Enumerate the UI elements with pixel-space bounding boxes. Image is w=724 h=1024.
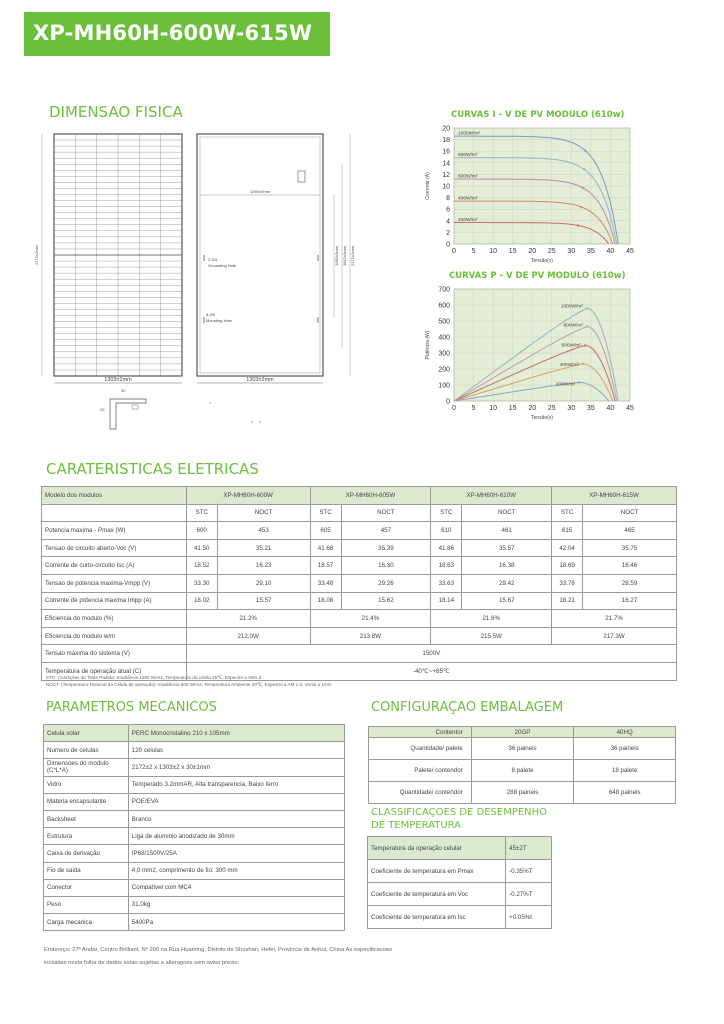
x-tick-label: 30 xyxy=(567,405,576,412)
table-row xyxy=(369,738,676,760)
row-label: Coeficiente de temperatura em Voc xyxy=(368,883,506,906)
noct-label: NOCT xyxy=(341,504,431,522)
y-tick-label: 400 xyxy=(438,334,450,342)
electrical-title: CARATERISTICAS ELETRICAS xyxy=(46,460,259,478)
series-label: 1000W/m² xyxy=(458,131,481,137)
footer-line-2: incluidas nesta folha de dados estao sujeitas a alteragoes sem aviso previo. xyxy=(44,960,240,966)
inner-width-dim: 1260±2mm xyxy=(250,189,270,194)
title-banner xyxy=(24,12,330,56)
cell-value: Liga de aluminio anodizado de 30mm xyxy=(128,828,344,845)
stc-label: STC xyxy=(186,504,217,522)
cell-value: -40℃~+85℃ xyxy=(186,662,676,680)
thermal-title xyxy=(371,806,547,832)
electrical-table xyxy=(41,486,677,681)
model-615w: XP-MH60H-615W xyxy=(552,487,677,505)
model-header-label: Modelo dos modulos xyxy=(42,487,187,505)
cell-value: 21.2% xyxy=(186,610,310,628)
table-row xyxy=(44,759,345,776)
cell-value: 605 xyxy=(310,522,341,540)
cell-value: 120 celulas xyxy=(128,742,344,759)
cell-value: 5400Pa xyxy=(128,914,344,931)
cell-value: 1500V xyxy=(186,645,676,663)
y-axis-label: Potência (W) xyxy=(425,330,431,360)
cell-value: 461 xyxy=(462,522,552,540)
cell-value: 16.30 xyxy=(341,557,431,575)
series-label: 400W/m² xyxy=(559,362,580,368)
row-label: Caixa de derivação xyxy=(44,845,129,862)
table-row xyxy=(368,883,552,906)
cell-value: 648 paineis xyxy=(574,782,676,804)
cell-value: 21.4% xyxy=(310,610,431,628)
electrical-notes xyxy=(46,675,331,688)
x-tick-label: 10 xyxy=(489,405,498,412)
hole-size-2: 8-Φ9 xyxy=(206,312,215,317)
table-row xyxy=(44,725,345,742)
side-height-dim: 2172±2mm xyxy=(34,245,39,265)
note-stc: STC: Condições de Teste Padrão: Irradiância 1000 W/m2, Temperatura da célula 25℃, Espectro a AM1.5 xyxy=(46,675,262,680)
y-axis-label: Corrente (A) xyxy=(425,172,431,200)
x-tick-label: 0 xyxy=(452,405,456,412)
table-row xyxy=(44,742,345,759)
cell-value: PERC Monocristalino 210 x 105mm xyxy=(128,725,344,742)
cell-value: 600 xyxy=(186,522,217,540)
cell-value: POE/EVA xyxy=(128,793,344,810)
cell-value: 36 paineis xyxy=(574,738,676,760)
pv-chart-title: CURVAS P - V DE PV MODULO (610w) xyxy=(449,271,626,281)
row-label: Tensao de circuito aberto-Voc (V) xyxy=(42,539,187,557)
row-label: Carga mecanica xyxy=(44,914,129,931)
model-610w: XP-MH60H-610W xyxy=(431,487,552,505)
x-tick-label: 15 xyxy=(508,405,517,412)
row-label: Estrutura xyxy=(44,828,129,845)
mpp-point xyxy=(583,168,585,170)
packaging-table xyxy=(368,726,676,804)
cell-value: 213.8W xyxy=(310,627,431,645)
row-label: Temperatura de operação atual (C) xyxy=(42,662,187,680)
y-tick-label: 10 xyxy=(442,183,450,191)
cell-value: Temperado 3.2mmAR, Alta transparencia, Baixo ferro xyxy=(128,776,344,793)
table-row xyxy=(42,522,677,540)
cell-value: 33.30 xyxy=(186,574,217,592)
cell-value: 28.59 xyxy=(583,574,677,592)
row-label: Quantidade/ palete xyxy=(369,738,472,760)
right-dim-2: 1812±2mm xyxy=(342,246,347,266)
cell-value: 41.86 xyxy=(431,539,462,557)
footer xyxy=(44,944,464,970)
row-label: Temperatura da operação celular xyxy=(368,837,506,860)
cell-value: -0.35%T xyxy=(506,860,552,883)
mpp-point xyxy=(584,344,586,346)
cell-value: 217.3W xyxy=(552,627,677,645)
cell-value: -0.27%T xyxy=(506,883,552,906)
front-panel-drawing xyxy=(54,134,182,376)
cell-value: 36 paineis xyxy=(471,738,574,760)
x-tick-label: 15 xyxy=(508,248,517,255)
cell-value: 16.38 xyxy=(462,557,552,575)
y-tick-label: 6 xyxy=(446,206,450,214)
table-row xyxy=(368,906,552,929)
right-dim-1: 1092±2mm xyxy=(334,246,339,266)
row-label: Potencia maxima - Pmax (W) xyxy=(42,522,187,540)
row-label: Materia encapsulante xyxy=(44,793,129,810)
cell-value: 18.57 xyxy=(310,557,341,575)
cell-value: Branco xyxy=(128,810,344,827)
row-label: Eficiencia do modulo w/m xyxy=(42,627,187,645)
row-label: Palete/ contendor xyxy=(369,760,472,782)
mpp-point xyxy=(586,325,588,327)
grounding-hole-label: Grounding Hole xyxy=(208,263,237,268)
table-row xyxy=(44,793,345,810)
plot-area xyxy=(454,289,630,401)
table-row xyxy=(42,592,677,610)
footer-line-1: Endereço: 27ª Andar, Centro Brilliant, Nº 200 na Rua Huaming, Distrito de Shushan, Hefei, Provincia de Anhui, China As especificacoes xyxy=(44,947,393,953)
cell-value: 42.04 xyxy=(552,539,583,557)
mpp-point xyxy=(577,224,579,226)
physical-drawing xyxy=(28,124,368,434)
table-row xyxy=(368,837,552,860)
cell-value: +0.05%t xyxy=(506,906,552,929)
x-tick-label: 40 xyxy=(606,248,615,255)
noct-label: NOCT xyxy=(583,504,677,522)
mechanical-title: PARAMETROS MECANICOS xyxy=(46,700,217,715)
cell-value: 15.62 xyxy=(341,592,431,610)
x-tick-label: 35 xyxy=(586,405,595,412)
x-tick-label: 10 xyxy=(489,248,498,255)
row-label: Fio de saida xyxy=(44,862,129,879)
mpp-point xyxy=(578,381,580,383)
cell-value: 215.5W xyxy=(431,627,552,645)
cell-value: 4,0 mm2, comprimento de fio: 300 mm xyxy=(128,862,344,879)
row-label: Tensao maxima do sistema (V) xyxy=(42,645,187,663)
y-tick-label: 200 xyxy=(438,366,450,374)
y-tick-label: 0 xyxy=(446,398,450,406)
x-tick-label: 5 xyxy=(471,248,476,255)
cell-value: 15.57 xyxy=(217,592,310,610)
iv-chart xyxy=(418,122,638,268)
cell-value: 35.75 xyxy=(583,539,677,557)
x-axis-label: Tensão(v) xyxy=(531,415,553,421)
cell-value: 35.57 xyxy=(462,539,552,557)
table-row xyxy=(42,574,677,592)
series-label: 600W/m² xyxy=(458,174,478,180)
cell-value: 453 xyxy=(217,522,310,540)
x-tick-label: 0 xyxy=(452,248,456,255)
page-title: XP-MH60H-600W-615W xyxy=(33,21,313,45)
cell-value: 35.21 xyxy=(217,539,310,557)
hole-size-1: 2-Φ4 xyxy=(208,257,217,262)
row-label: Corrente de potencia maxima Impp (A) xyxy=(42,592,187,610)
x-tick-label: 25 xyxy=(547,405,556,412)
cell-value: 33.63 xyxy=(431,574,462,592)
cell-value: 288 paineis xyxy=(471,782,574,804)
x-tick-label: 45 xyxy=(626,248,634,255)
table-row xyxy=(44,879,345,896)
table-row xyxy=(369,782,676,804)
right-dim-3: 2172±2mm xyxy=(350,246,355,266)
x-tick-label: 25 xyxy=(547,248,556,255)
cell-value: 18.02 xyxy=(186,592,217,610)
y-tick-label: 500 xyxy=(438,318,450,326)
row-label: Eficiencia do modulo (%) xyxy=(42,610,187,628)
packaging-title: CONFIGURAÇAO EMBALAGEM xyxy=(371,700,564,715)
stc-label: STC xyxy=(431,504,462,522)
cell-value: 33.78 xyxy=(552,574,583,592)
row-label: Vidro xyxy=(44,776,129,793)
cell-value: 45±2T xyxy=(506,837,552,860)
series-label: 200W/m² xyxy=(458,218,478,224)
thermal-title-line-2: DE TEMPERATURA xyxy=(371,820,462,831)
table-row xyxy=(369,760,676,782)
cell-value: 18.08 xyxy=(310,592,341,610)
y-tick-label: 100 xyxy=(438,382,450,390)
cell-value: 29.26 xyxy=(341,574,431,592)
cell-value: 31.0kg xyxy=(128,896,344,913)
back-width-dim: 1303±2mm xyxy=(246,377,274,383)
x-tick-label: 30 xyxy=(567,248,576,255)
x-axis-label: Tensão(v) xyxy=(531,258,553,264)
y-tick-label: 2 xyxy=(446,229,450,237)
cell-value: 2172±2 x 1303±2 x 30±1mm xyxy=(128,759,344,776)
series-label: 400W/m² xyxy=(458,196,478,202)
model-605w: XP-MH60H-605W xyxy=(310,487,431,505)
cell-value: 18.52 xyxy=(186,557,217,575)
y-tick-label: 16 xyxy=(442,148,450,156)
y-tick-label: 12 xyxy=(442,171,450,179)
y-tick-label: 20 xyxy=(442,125,450,133)
table-row xyxy=(42,627,677,645)
row-label: Tensao de potencia maxima-Vmpp (V) xyxy=(42,574,187,592)
cell-value: 18.21 xyxy=(552,592,583,610)
table-row xyxy=(44,828,345,845)
cell-value: 41.68 xyxy=(310,539,341,557)
row-label: Quantidade/ contendor xyxy=(369,782,472,804)
iv-chart-title: CURVAS I - V DE PV MODULO (610w) xyxy=(451,110,625,120)
table-row xyxy=(44,810,345,827)
mounting-hole-label: Mounting Hole xyxy=(206,318,232,323)
frame-profile-drawing xyxy=(100,388,261,429)
table-header-row xyxy=(369,727,676,738)
cell-value: 18 palete xyxy=(574,760,676,782)
y-tick-label: 300 xyxy=(438,350,450,358)
y-tick-label: 0 xyxy=(446,241,450,249)
stc-label: STC xyxy=(310,504,341,522)
header-cell: 20GP xyxy=(471,727,574,738)
cell-value: 16.23 xyxy=(217,557,310,575)
model-600w: XP-MH60H-600W xyxy=(186,487,310,505)
series-label: 600W/m² xyxy=(561,343,582,349)
mpp-point xyxy=(584,150,586,152)
table-row xyxy=(42,610,677,628)
y-tick-label: 600 xyxy=(438,302,450,310)
row-label: Backsheet xyxy=(44,810,129,827)
row-label: Dimensoes do modulo (C*L*A) xyxy=(44,759,129,776)
series-label: 200W/m² xyxy=(555,382,576,388)
y-tick-label: 700 xyxy=(438,286,450,294)
cell-value: 29.10 xyxy=(217,574,310,592)
cell-value: Compatível com MC4 xyxy=(128,879,344,896)
cell-value: 29.42 xyxy=(462,574,552,592)
row-label: Conector xyxy=(44,879,129,896)
note-noct: NOCT: (Temperatura Nominal da Célula de operação): Irradiância 800 W/m2, Temperatura Ambiente 20℃, Espectro a AM 1.5, Vento a 1m/s xyxy=(46,681,332,687)
thermal-title-line-1: CLASSIFICAÇOES DE DESEMPENHO xyxy=(371,807,548,818)
table-row xyxy=(44,914,345,931)
y-tick-label: 14 xyxy=(442,160,450,168)
row-label: Peso xyxy=(44,896,129,913)
section-dim-b: 35 xyxy=(100,407,105,412)
pv-chart xyxy=(418,283,638,428)
x-tick-label: 40 xyxy=(606,405,615,412)
cell-value: 41.50 xyxy=(186,539,217,557)
physical-title: DIMENSAO FISICA xyxy=(49,103,183,121)
y-tick-label: 8 xyxy=(446,195,450,203)
cell-value: 615 xyxy=(552,522,583,540)
series-label: 800W/m² xyxy=(458,153,478,159)
cell-value: 457 xyxy=(341,522,431,540)
header-cell: 40HQ xyxy=(574,727,676,738)
cell-value: 212.0W xyxy=(186,627,310,645)
mpp-point xyxy=(582,187,584,189)
cell-value: 18.63 xyxy=(431,557,462,575)
row-label: Celula solar xyxy=(44,725,129,742)
cell-value: 465 xyxy=(583,522,677,540)
cell-value: 33.48 xyxy=(310,574,341,592)
section-dim-a: 30 xyxy=(121,388,126,393)
table-row xyxy=(368,860,552,883)
mpp-point xyxy=(586,307,588,309)
noct-label: NOCT xyxy=(462,504,552,522)
cell-value: 18.14 xyxy=(431,592,462,610)
cell-value: 15.67 xyxy=(462,592,552,610)
cell-value: 16.27 xyxy=(583,592,677,610)
y-tick-label: 18 xyxy=(442,137,450,145)
cell-value: 35.39 xyxy=(341,539,431,557)
stc-label: STC xyxy=(552,504,583,522)
cell-value: 16.46 xyxy=(583,557,677,575)
x-tick-label: 5 xyxy=(471,405,476,412)
y-tick-label: 4 xyxy=(446,218,450,226)
mpp-point xyxy=(580,206,582,208)
header-cell: Contentor xyxy=(369,727,472,738)
x-tick-label: 20 xyxy=(528,405,537,412)
table-row xyxy=(44,896,345,913)
table-row xyxy=(44,776,345,793)
series-label: 1000W/m² xyxy=(560,304,583,310)
cell-value: 610 xyxy=(431,522,462,540)
cell-value: 8 palete xyxy=(471,760,574,782)
row-label: Coeficiente de temperatura em Isc xyxy=(368,906,506,929)
table-row xyxy=(42,539,677,557)
row-label: Coeficiente de temperatura em Pmax xyxy=(368,860,506,883)
mechanical-table xyxy=(43,724,345,931)
cell-value: 18.69 xyxy=(552,557,583,575)
row-label: Numero de celulas xyxy=(44,742,129,759)
x-tick-label: 35 xyxy=(586,248,595,255)
series-label: 800W/m² xyxy=(563,323,583,329)
mpp-point xyxy=(582,363,584,365)
cell-value: 21.7% xyxy=(552,610,677,628)
table-row xyxy=(44,845,345,862)
x-tick-label: 45 xyxy=(626,405,634,412)
table-row xyxy=(42,645,677,663)
thermal-table xyxy=(367,836,552,929)
front-width-dim: 1303±2mm xyxy=(104,377,132,383)
table-row xyxy=(44,862,345,879)
cell-value: 21.6% xyxy=(431,610,552,628)
table-row xyxy=(42,557,677,575)
back-panel-drawing xyxy=(197,134,323,376)
cell-value: IP68/1500V/25A xyxy=(128,845,344,862)
noct-label: NOCT xyxy=(217,504,310,522)
x-tick-label: 20 xyxy=(528,248,537,255)
row-label: Corrente de curto-circuito Isc (A) xyxy=(42,557,187,575)
